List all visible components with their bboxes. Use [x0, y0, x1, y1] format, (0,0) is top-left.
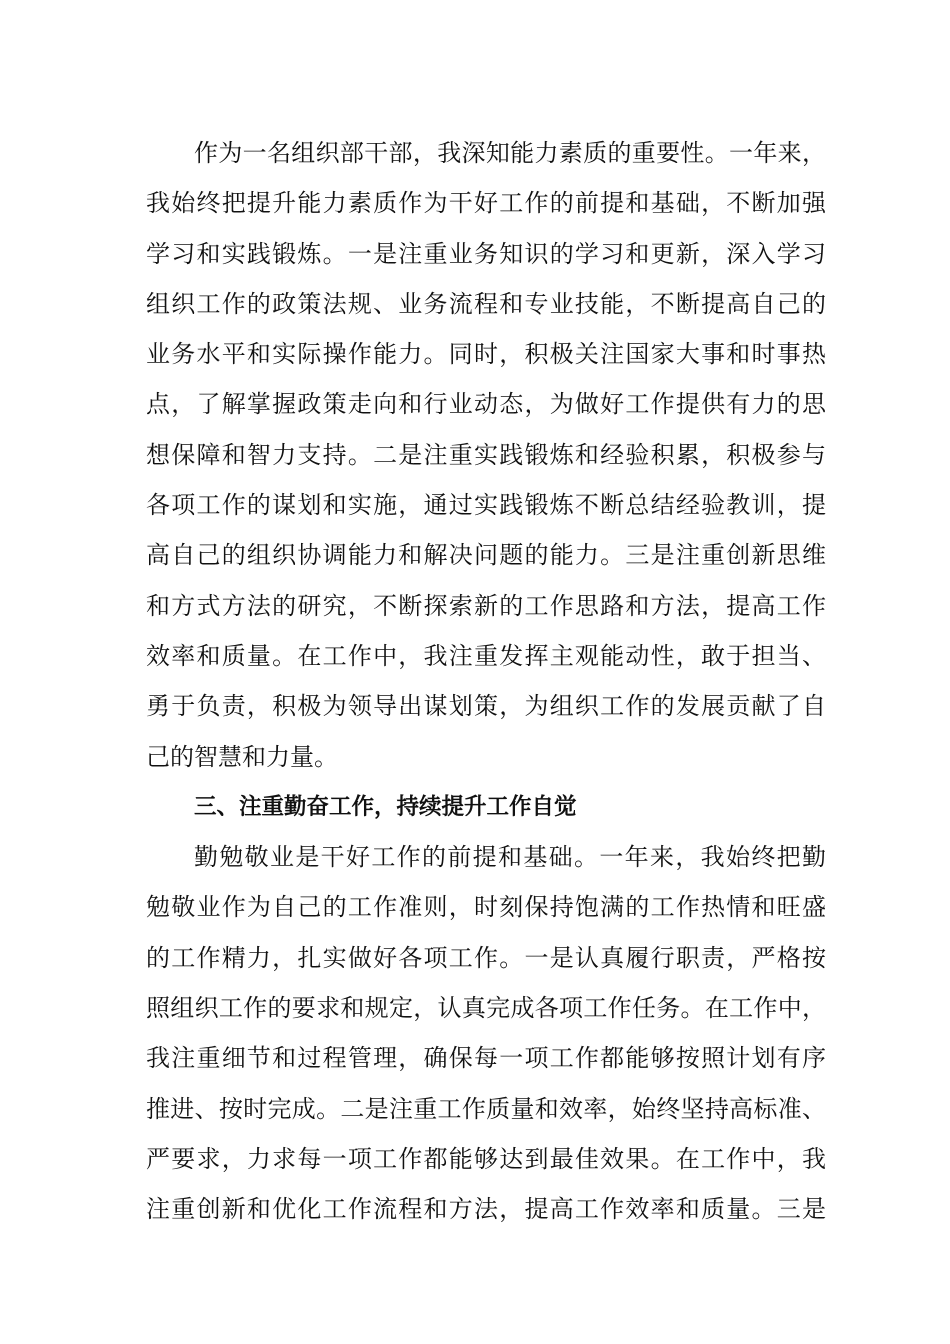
paragraph-line: 作为一名组织部干部，我深知能力素质的重要性。一年来，: [194, 139, 826, 167]
paragraph-line: 注重创新和优化工作流程和方法，提高工作效率和质量。三是: [146, 1195, 826, 1224]
paragraph-line: 的工作精力，扎实做好各项工作。一是认真履行职责，严格按: [146, 943, 826, 972]
paragraph-line: 业务水平和实际操作能力。同时，积极关注国家大事和时事热: [146, 340, 826, 369]
paragraph-line: 效率和质量。在工作中，我注重发挥主观能动性，敢于担当、: [146, 641, 826, 670]
paragraph-line: 想保障和智力支持。二是注重实践锻炼和经验积累，积极参与: [146, 440, 826, 469]
paragraph-line: 己的智慧和力量。: [146, 742, 338, 771]
paragraph-line: 照组织工作的要求和规定，认真完成各项工作任务。在工作中，: [146, 994, 826, 1023]
paragraph-line: 严要求，力求每一项工作都能够达到最佳效果。在工作中，我: [146, 1144, 826, 1173]
paragraph-line: 各项工作的谋划和实施，通过实践锻炼不断总结经验教训，提: [146, 491, 826, 520]
paragraph-line: 学习和实践锻炼。一是注重业务知识的学习和更新，深入学习: [146, 239, 826, 268]
paragraph-line: 点，了解掌握政策走向和行业动态，为做好工作提供有力的思: [146, 390, 826, 419]
document-body: [146, 128, 826, 1235]
paragraph-line: 勉敬业作为自己的工作准则，时刻保持饱满的工作热情和旺盛: [146, 893, 826, 922]
paragraph-line: 勤勉敬业是干好工作的前提和基础。一年来，我始终把勤: [194, 843, 826, 872]
paragraph-line: 组织工作的政策法规、业务流程和专业技能，不断提高自己的: [146, 289, 826, 318]
paragraph-line: 和方式方法的研究，不断探索新的工作思路和方法，提高工作: [146, 591, 826, 620]
paragraph-line: 我始终把提升能力素质作为干好工作的前提和基础，不断加强: [146, 189, 826, 218]
paragraph-line: 勇于负责，积极为领导出谋划策，为组织工作的发展贡献了自: [146, 692, 826, 721]
paragraph-line: 高自己的组织协调能力和解决问题的能力。三是注重创新思维: [146, 541, 826, 570]
paragraph-line: 我注重细节和过程管理，确保每一项工作都能够按照计划有序: [146, 1044, 826, 1073]
paragraph-line: 推进、按时完成。二是注重工作质量和效率，始终坚持高标准、: [146, 1094, 826, 1123]
section-heading: 三、注重勤奋工作，持续提升工作自觉: [194, 793, 577, 820]
